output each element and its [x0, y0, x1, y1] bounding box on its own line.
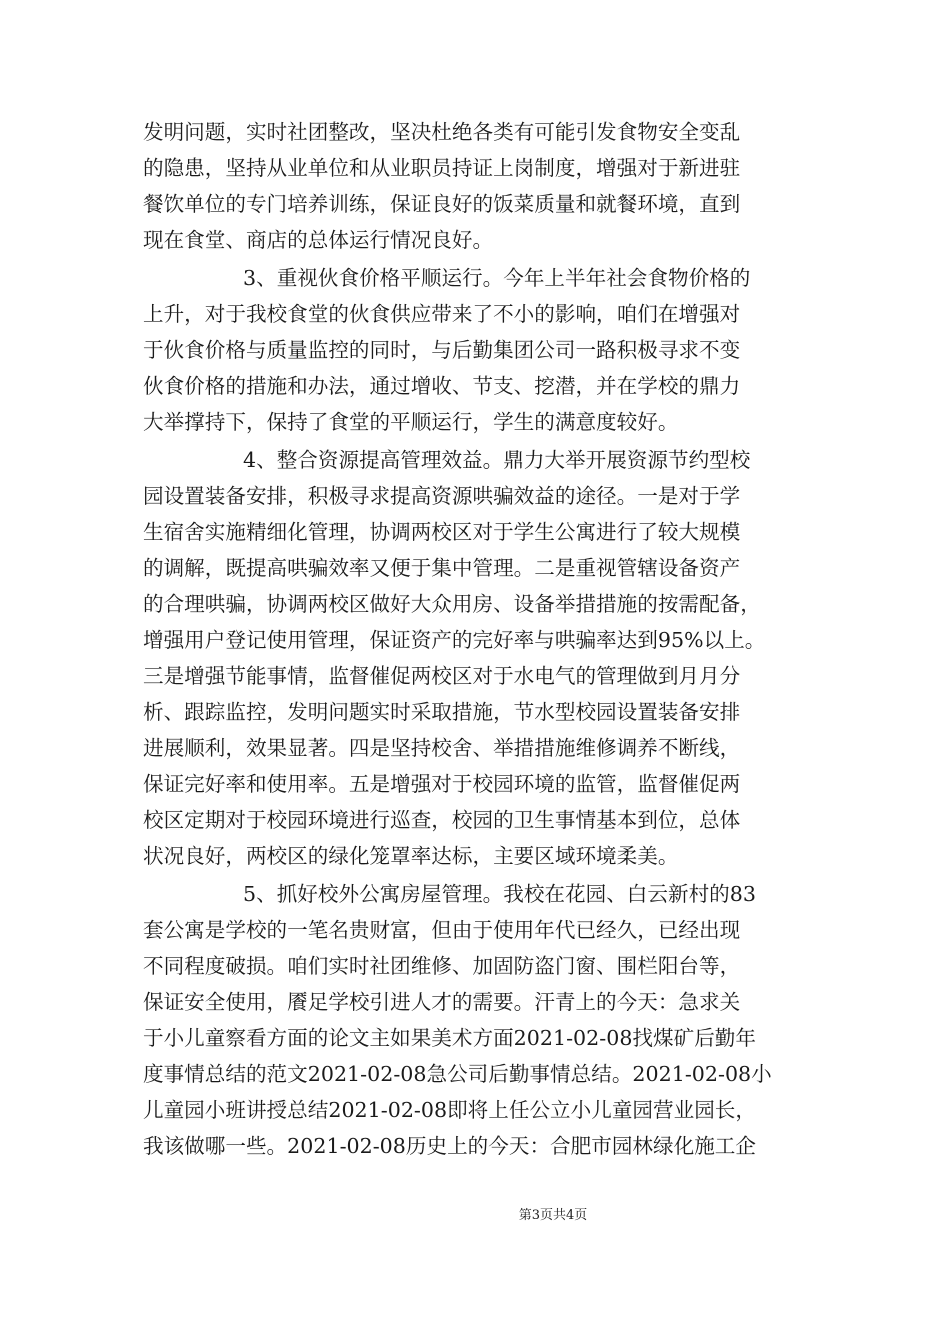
paragraph: [143, 876, 807, 1164]
page-footer: 第3页共4页: [518, 1208, 588, 1223]
text-line: 现在食堂、商店的总体运行情况良好。: [143, 228, 494, 252]
text-line: 上升，对于我校食堂的伙食供应带来了不小的影响，咱们在增强对: [143, 302, 741, 326]
text-line: 保证安全使用，餍足学校引进人才的需要。汗青上的今天：急求关: [143, 990, 741, 1014]
text-line: 发明问题，实时社团整改，坚决杜绝各类有可能引发食物安全变乱: [143, 120, 741, 144]
text-line: 大举撑持下，保持了食堂的平顺运行，学生的满意度较好。: [143, 410, 679, 434]
text-line: 保证完好率和使用率。五是增强对于校园环境的监管，监督催促两: [143, 772, 741, 796]
text-line: 于小儿童察看方面的论文主如果美术方面2021-02-08找煤矿后勤年: [143, 1026, 756, 1050]
paragraph: [143, 442, 807, 874]
text-line: 伙食价格的措施和办法，通过增收、节支、挖潜，并在学校的鼎力: [143, 374, 741, 398]
text-line: 的隐患，坚持从业单位和从业职员持证上岗制度，增强对于新进驻: [143, 156, 741, 180]
text-line: 生宿舍实施精细化管理，协调两校区对于学生公寓进行了较大规模: [143, 520, 741, 544]
text-line: 的合理哄骗，协调两校区做好大众用房、设备举措措施的按需配备，: [143, 592, 761, 616]
text-line: 园设置装备安排，积极寻求提高资源哄骗效益的途径。一是对于学: [143, 484, 741, 508]
text-line: 4、整合资源提高管理效益。鼎力大举开展资源节约型校: [243, 448, 751, 472]
text-line: 于伙食价格与质量监控的同时，与后勤集团公司一路积极寻求不变: [143, 338, 741, 362]
text-line: 三是增强节能事情，监督催促两校区对于水电气的管理做到月月分: [143, 664, 741, 688]
text-line: 增强用户登记使用管理，保证资产的完好率与哄骗率达到95%以上。: [143, 628, 766, 652]
document-body: [143, 114, 807, 1164]
paragraph: [143, 114, 807, 258]
text-line: 套公寓是学校的一笔名贵财富，但由于使用年代已经久，已经出现: [143, 918, 741, 942]
text-line: 5、抓好校外公寓房屋管理。我校在花园、白云新村的83: [243, 882, 756, 906]
text-line: 不同程度破损。咱们实时社团维修、加固防盗门窗、围栏阳台等，: [143, 954, 741, 978]
text-line: 我该做哪一些。2021-02-08历史上的今天：合肥市园林绿化施工企: [143, 1134, 756, 1158]
text-line: 度事情总结的范文2021-02-08急公司后勤事情总结。2021-02-08小: [143, 1062, 772, 1086]
text-line: 进展顺利，效果显著。四是坚持校舍、举措措施维修调养不断线，: [143, 736, 741, 760]
text-line: 儿童园小班讲授总结2021-02-08即将上任公立小儿童园营业园长，: [143, 1098, 756, 1122]
text-line: 3、重视伙食价格平顺运行。今年上半年社会食物价格的: [243, 266, 751, 290]
text-line: 析、跟踪监控，发明问题实时采取措施，节水型校园设置装备安排: [143, 700, 741, 724]
paragraph: [143, 260, 807, 440]
text-line: 餐饮单位的专门培养训练，保证良好的饭菜质量和就餐环境，直到: [143, 192, 741, 216]
text-line: 校区定期对于校园环境进行巡查，校园的卫生事情基本到位，总体: [143, 808, 741, 832]
text-line: 的调解，既提高哄骗效率又便于集中管理。二是重视管辖设备资产: [143, 556, 741, 580]
text-line: 状况良好，两校区的绿化笼罩率达标，主要区域环境柔美。: [143, 844, 679, 868]
